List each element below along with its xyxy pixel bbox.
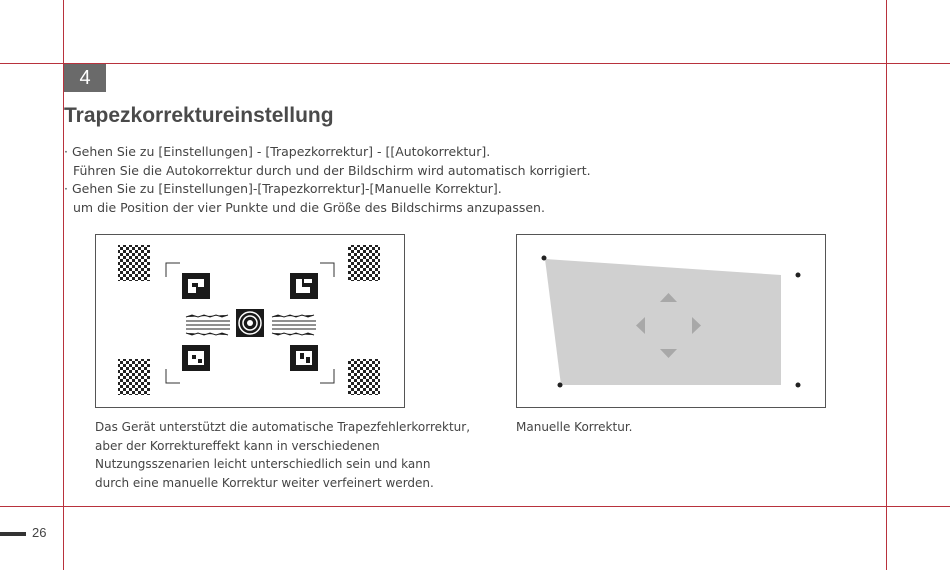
checker-marker-top-right bbox=[348, 245, 380, 281]
caption-line: durch eine manuelle Korrektur weiter verfeinert werden. bbox=[95, 475, 434, 490]
corner-point-bottom-left[interactable] bbox=[558, 383, 563, 388]
checker-marker-bottom-right bbox=[348, 359, 380, 395]
guide-line-bottom bbox=[0, 506, 950, 507]
caption-line: Das Gerät unterstützt die automatische Trapezfehlerkorrektur, bbox=[95, 420, 471, 434]
manual-correction-caption: Manuelle Korrektur. bbox=[516, 420, 633, 434]
frequency-bars-right bbox=[272, 315, 316, 335]
guide-line-right bbox=[886, 0, 887, 570]
qr-marker-top-left bbox=[182, 273, 210, 299]
qr-marker-bottom-right bbox=[290, 345, 318, 371]
guide-line-top bbox=[0, 63, 950, 64]
focus-target bbox=[236, 309, 264, 337]
corner-point-top-right[interactable] bbox=[796, 273, 801, 278]
bullet: · bbox=[64, 144, 68, 159]
page-number: 26 bbox=[32, 525, 47, 540]
frequency-bars-left bbox=[186, 315, 230, 335]
auto-correction-illustration bbox=[95, 234, 405, 408]
corner-point-top-left[interactable] bbox=[542, 256, 547, 261]
keystone-shape bbox=[545, 259, 781, 385]
instruction-line: Gehen Sie zu [Einstellungen]-[Trapezkorrektur]-[Manuelle Korrektur]. bbox=[71, 181, 502, 196]
page-title: Trapezkorrektureinstellung bbox=[64, 104, 334, 127]
instruction-line: Gehen Sie zu [Einstellungen] - [Trapezkorrektur] - [[Autokorrektur]. bbox=[71, 144, 491, 159]
corner-point-bottom-right[interactable] bbox=[796, 383, 801, 388]
manual-correction-illustration bbox=[516, 234, 826, 408]
manual-correction-diagram bbox=[517, 235, 825, 407]
qr-marker-bottom-left bbox=[182, 345, 210, 371]
checker-marker-bottom-left bbox=[118, 359, 150, 395]
caption-line: aber der Korrektureffekt kann in verschiedenen bbox=[95, 438, 380, 453]
instruction-item bbox=[64, 180, 591, 217]
test-pattern-illustration bbox=[96, 235, 404, 407]
page-number-marker bbox=[0, 532, 26, 536]
auto-correction-caption bbox=[95, 418, 495, 492]
step-number-badge: 4 bbox=[64, 64, 106, 92]
instruction-list bbox=[64, 143, 591, 217]
qr-marker-top-right bbox=[290, 273, 318, 299]
instruction-line: Führen Sie die Autokorrektur durch und der Bildschirm wird automatisch korrigiert. bbox=[73, 162, 591, 178]
instruction-item bbox=[64, 143, 591, 180]
instruction-line: um die Position der vier Punkte und die Größe des Bildschirms anzupassen. bbox=[73, 199, 545, 215]
caption-line: Nutzungsszenarien leicht unterschiedlich sein und kann bbox=[95, 457, 431, 471]
bullet: · bbox=[64, 181, 68, 196]
checker-marker-top-left bbox=[118, 245, 150, 281]
